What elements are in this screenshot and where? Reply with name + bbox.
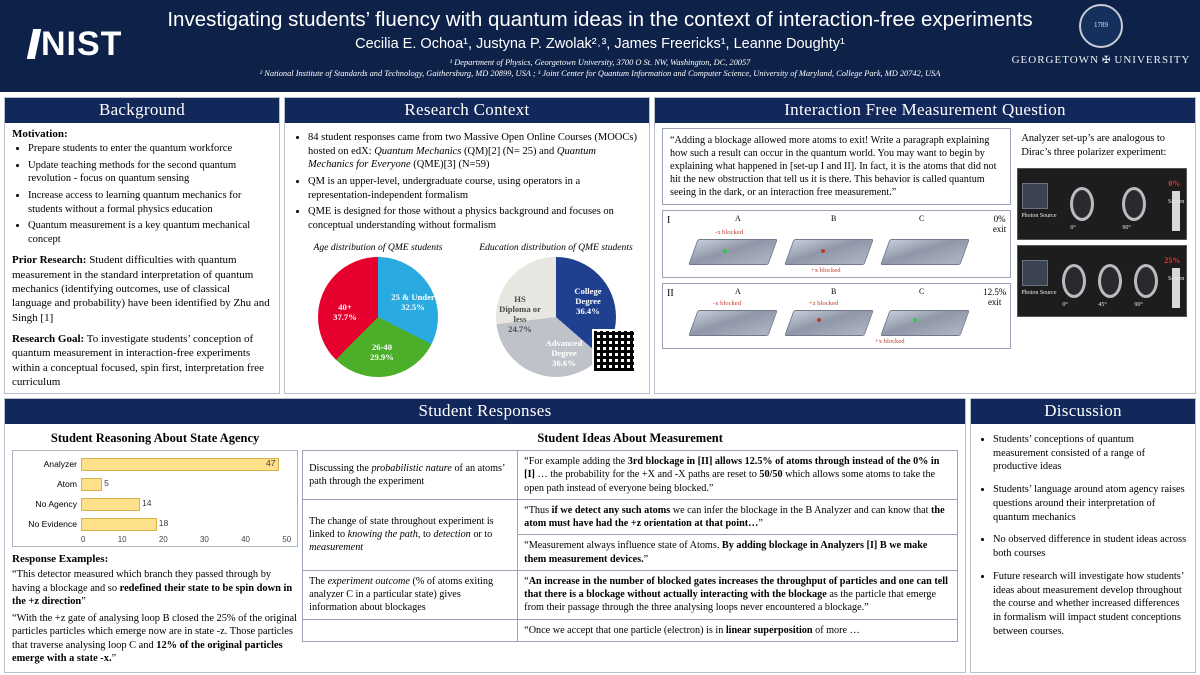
- response-examples-heading: Response Examples:: [12, 553, 109, 565]
- quote-cell: “Measurement always influence state of Atoms. By adding blockage in Analyzers [I] B we make them measurement devices.”: [518, 535, 958, 571]
- analyzer-b-1: [784, 239, 873, 265]
- bar-category-label: Analyzer: [43, 459, 77, 469]
- list-item: • QME is designed for those without a physics background and focuses on conceptual understanding without formalism: [308, 205, 642, 232]
- georgetown-logo: [1011, 4, 1191, 88]
- polarizer-2-angle-1: 0°: [1062, 302, 1068, 309]
- ifm-setup-2-note-3: +x blocked: [875, 338, 905, 346]
- analyzer-a-2: [688, 310, 777, 336]
- bar-value-label: 47: [265, 457, 276, 468]
- context-bullet-list: [292, 131, 642, 232]
- bar-track: [81, 518, 291, 531]
- theme-cell: Discussing the probabilistic nature of an atoms’ path through the experiment: [303, 451, 518, 500]
- nist-logo-bar: [27, 29, 41, 59]
- ifm-panel-title: Interaction Free Measurement Question: [655, 98, 1195, 123]
- ifm-setup-2-exit-word: exit: [987, 297, 1002, 308]
- age-distribution-chart: [292, 242, 464, 377]
- polarizer-ring-3: [1134, 264, 1158, 298]
- ifm-setup-2-exit-pct: 12.5%: [983, 287, 1007, 298]
- research-goal-label: Research Goal:: [12, 332, 85, 345]
- bar-value-label: 18: [158, 517, 169, 528]
- analyzer-b-2: [784, 310, 873, 336]
- discussion-body: [971, 424, 1195, 653]
- prior-research-label: Prior Research:: [12, 254, 87, 267]
- ifm-right-column: [1017, 128, 1188, 349]
- ideas-about-measurement-column: [302, 429, 958, 666]
- student-ideas-table: [302, 450, 958, 642]
- age-slice-label-26to40: 26-40 29.9%: [370, 342, 394, 363]
- state-agency-bar-chart: [12, 450, 298, 547]
- research-context-panel-title: Research Context: [285, 98, 649, 123]
- list-item: • 84 student responses came from two Massive Open Online Courses (MOOCs) hosted on edX: Quantum Mechanics (QM)[2] (N= 25) and Quantum Mechanics for Everyone (QME)[3] (N=59): [308, 131, 642, 172]
- education-slice-label-college: College Degree 36.4%: [574, 286, 602, 317]
- axis-tick: 0: [81, 535, 86, 544]
- student-responses-panel-title: Student Responses: [5, 399, 965, 424]
- polarizer-1-angle-2: 90°: [1122, 225, 1131, 232]
- bar-row: [19, 515, 291, 533]
- axis-tick: 30: [199, 535, 209, 544]
- bar-fill: [81, 478, 102, 491]
- list-item: • Future research will investigate how students’ ideas about measurement develop throughout the course and whether increased differences in formalism will impact student conceptions between courses.: [993, 570, 1188, 639]
- ifm-diagram-setup-1: [662, 210, 1011, 278]
- ifm-setup-2-letter-b: B: [831, 287, 837, 297]
- research-context-body: [285, 123, 649, 382]
- analyzer-c-2: [880, 310, 969, 336]
- ifm-panel: [654, 97, 1196, 394]
- polarizer-1-angle-1: 0°: [1070, 225, 1076, 232]
- list-item: • Prepare students to enter the quantum workforce: [28, 142, 272, 156]
- ifm-setup-1-note-2: +x blocked: [811, 267, 841, 275]
- motivation-heading: Motivation:: [12, 128, 68, 140]
- ifm-setup-2-letter-c: C: [919, 287, 925, 297]
- poster-affiliation-2: ² National Institute of Standards and Technology, Gaithersburg, MD 20899, USA ; ³ Joint Center for Quantum Information and Computer Science, University of Maryland, College Park, MD 20742, USA: [259, 69, 941, 78]
- quote-cell: “Once we accept that one particle (electron) is in linear superposition of more …: [518, 619, 958, 641]
- ifm-setup-1-note-1: -x blocked: [715, 229, 744, 237]
- bar-category-label: No Evidence: [28, 519, 77, 529]
- polarizer-analogy-note: Analyzer set-up’s are analogous to Dirac’s three polarizer experiment:: [1021, 133, 1167, 158]
- bar-fill: [81, 518, 157, 531]
- axis-tick: 10: [117, 535, 127, 544]
- ifm-setup-2-note-2: +z blocked: [809, 300, 839, 308]
- photon-source-icon: [1022, 260, 1048, 286]
- bar-track: [81, 478, 291, 491]
- polarizer-2-screen-label: Screen: [1167, 276, 1185, 283]
- list-item: • QM is an upper-level, undergraduate course, using operators in a representation-independent formalism: [308, 175, 642, 202]
- age-slice-label-25under: 25 & Under 32.5%: [391, 292, 435, 313]
- polarizer-1-percent: 0%: [1168, 179, 1181, 189]
- quote-cell: “For example adding the 3rd blockage in [II] allows 12.5% of atoms through instead of the 0% in [I] … the probability for the +X and -X paths are reset to 50/50 which allows some atoms to take the open path instead of everyone being blocked.”: [518, 451, 958, 500]
- ifm-setup-1-exit-word: exit: [992, 224, 1007, 235]
- discussion-list: [978, 433, 1188, 639]
- ifm-setup-2-label: II: [667, 288, 674, 300]
- theme-cell: The change of state throughout experiment is linked to knowing the path, to detection or to measurement: [303, 499, 518, 570]
- list-item: • Students’ language around atom agency raises questions around their interpretation of quantum mechanics: [993, 483, 1188, 524]
- bar-value-label: 14: [141, 497, 152, 508]
- research-goal-paragraph: [12, 332, 272, 389]
- polarizer-2-source-label: Photon Source: [1021, 290, 1057, 297]
- research-goal-text: To investigate students’ conception of quantum measurement in interaction-free experiments within a conceptual focused, spin first, interpretation free curriculum: [12, 332, 264, 388]
- ifm-setup-1-letter-a: A: [735, 214, 741, 224]
- response-example-2: “With the +z gate of analysing loop B closed the 25% of the original particles particles which emerge now are in state -z. Those particles that traverse analysing loop C and 12% of the original particles emerge with a state -x.”: [12, 612, 298, 665]
- ifm-setup-1-letter-b: B: [831, 214, 837, 224]
- photon-source-icon: [1022, 183, 1048, 209]
- discussion-panel: [970, 398, 1196, 673]
- age-chart-caption: Age distribution of QME students: [313, 242, 443, 254]
- prior-research-text: Student difficulties with quantum measurement in the standard interpretation of quantum mechanics (identifying outcomes, use of classical language and probability) have been identified by Zhu and Singh [1]: [12, 254, 270, 324]
- georgetown-name-2: UNIVERSITY: [1114, 54, 1191, 66]
- response-example-1: “This detector measured which branch they passed through by having a blockage and so redefined their state to be spin down in the +z direction”: [12, 569, 293, 608]
- state-agency-column: [12, 429, 302, 666]
- state-agency-subtitle: Student Reasoning About State Agency: [50, 431, 260, 445]
- student-responses-panel: [4, 398, 966, 673]
- bar-axis-ticks: [81, 535, 291, 544]
- georgetown-name: GEORGETOWN: [1011, 54, 1100, 66]
- quote-cell: “An increase in the number of blocked gates increases the throughput of particles and one can tell that there is a blockage without actually interacting with the blockage as the particle that emerge from their passage through the three analysing loops never encountered a blockage.”: [518, 570, 958, 619]
- polarizer-1-screen: [1172, 191, 1180, 231]
- ifm-setup-1-letter-c: C: [919, 214, 925, 224]
- axis-tick: 40: [241, 535, 251, 544]
- ifm-layout: [662, 128, 1188, 349]
- background-panel-body: [5, 123, 279, 394]
- nist-logo-text: NIST: [41, 24, 123, 63]
- polarizer-ring-2: [1122, 187, 1146, 221]
- age-pie-wrap: [318, 257, 438, 377]
- polarizer-2-angle-2: 45°: [1098, 302, 1107, 309]
- prior-research-paragraph: [12, 253, 272, 324]
- bar-category-label: No Agency: [35, 499, 77, 509]
- list-item: • No observed difference in student ideas across both courses: [993, 533, 1188, 560]
- analyzer-a-1: [688, 239, 777, 265]
- poster-authors: Cecilia E. Ochoa¹, Justyna P. Zwolak²˒³, James Freericks¹, Leanne Doughty¹: [355, 36, 845, 52]
- ifm-left-column: [662, 128, 1011, 349]
- bar-fill: [81, 498, 140, 511]
- georgetown-wordmark: [1012, 54, 1191, 66]
- polarizer-ring-1: [1070, 187, 1094, 221]
- table-row: [303, 499, 958, 535]
- ifm-setup-2-letter-a: A: [735, 287, 741, 297]
- education-slice-label-hs: HS Diploma or less 24.7%: [499, 294, 541, 335]
- analyzer-c-1: [880, 239, 969, 265]
- poster-title: Investigating students’ fluency with quantum ideas in the context of interaction-free experiments: [167, 8, 1033, 31]
- axis-tick: 50: [282, 535, 292, 544]
- polarizer-2-percent: 25%: [1164, 256, 1181, 266]
- list-item: • Quantum measurement is a key quantum mechanical concept: [28, 219, 272, 246]
- list-item: • Increase access to learning quantum mechanics for students without a formal physics education: [28, 189, 272, 216]
- ifm-setup-1-label: I: [667, 215, 671, 227]
- table-row: [303, 570, 958, 619]
- list-item: • Update teaching methods for the second quantum revolution - focus on quantum sensing: [28, 159, 272, 186]
- axis-tick: 20: [158, 535, 168, 544]
- bar-track: [81, 498, 291, 511]
- polarizer-figure-1: [1017, 168, 1187, 240]
- polarizer-2-angle-3: 90°: [1134, 302, 1143, 309]
- theme-cell: [303, 619, 518, 641]
- table-row: [303, 619, 958, 641]
- theme-cell: The experiment outcome (% of atoms exiting analyzer C in a particular state) gives information about blockages: [303, 570, 518, 619]
- age-slice-label-40plus: 40+ 37.7%: [333, 302, 357, 323]
- table-row: [303, 451, 958, 500]
- education-slice-label-advanced: Advanced Degree 36.6%: [545, 338, 583, 369]
- quote-cell: “Thus if we detect any such atoms we can infer the blockage in the B Analyzer and can know that the atom must have had the +z orientation at that point…”: [518, 499, 958, 535]
- bar-row: [19, 455, 291, 473]
- poster-header: [0, 0, 1200, 92]
- poster-affiliation-1: ¹ Department of Physics, Georgetown University, 3700 O St. NW, Washington, DC, 20057: [449, 58, 751, 67]
- georgetown-seal-icon: [1079, 4, 1123, 48]
- context-charts-row: [292, 242, 642, 377]
- student-responses-layout: [12, 429, 958, 666]
- nist-logo: [30, 24, 125, 64]
- bar-category-label: Atom: [56, 479, 77, 489]
- ideas-subtitle: Student Ideas About Measurement: [537, 431, 723, 445]
- bar-row: [19, 475, 291, 493]
- cross-icon: ✠: [1102, 54, 1112, 66]
- discussion-panel-title: Discussion: [971, 399, 1195, 424]
- student-responses-body: [5, 424, 965, 671]
- list-item: • Students’ conceptions of quantum measurement consisted of a range of productive ideas: [993, 433, 1188, 474]
- ifm-diagram-setup-2: [662, 283, 1011, 349]
- polarizer-ring-2: [1098, 264, 1122, 298]
- ifm-question-quote: “Adding a blockage allowed more atoms to exit! Write a paragraph explaining how such a result can occur in the quantum world. You may want to begin by explaining what happened in [set-up I and II]. In fact, it is the atoms that did not hit the new obstruction that tell us it is there. This behavior is called quantum seeing in the dark, or an interaction free measurement.”: [662, 128, 1011, 205]
- education-chart-caption: Education distribution of QME students: [479, 242, 633, 254]
- bar-row: [19, 495, 291, 513]
- ifm-panel-body: [655, 123, 1195, 354]
- bar-fill: [81, 458, 279, 471]
- ifm-setup-2-exit: [983, 288, 1006, 308]
- polarizer-1-source-label: Photon Source: [1021, 213, 1057, 220]
- research-context-panel: [284, 97, 650, 394]
- ifm-setup-1-exit-pct: 0%: [993, 214, 1006, 225]
- background-panel-title: Background: [5, 98, 279, 123]
- bar-value-label: 5: [104, 477, 109, 488]
- background-panel: [4, 97, 280, 394]
- ifm-setup-2-note-1: -x blocked: [713, 300, 742, 308]
- motivation-list: [12, 142, 272, 246]
- bar-track: [81, 458, 291, 471]
- polarizer-ring-1: [1062, 264, 1086, 298]
- ifm-setup-1-exit: [993, 215, 1007, 235]
- polarizer-1-screen-label: Screen: [1167, 199, 1185, 206]
- polarizer-figure-2: [1017, 245, 1187, 317]
- georgetown-seal-year: 1789: [1094, 21, 1108, 30]
- polarizer-2-screen: [1172, 268, 1180, 308]
- qr-code-icon[interactable]: [592, 329, 636, 373]
